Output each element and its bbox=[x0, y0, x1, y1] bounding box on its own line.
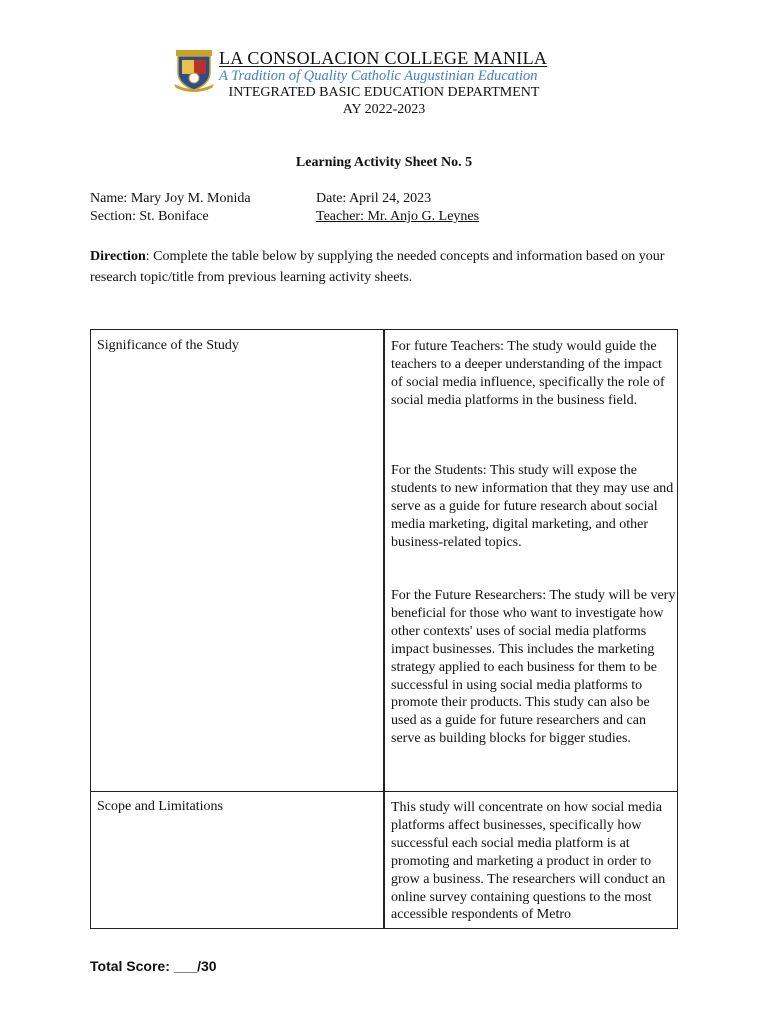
college-tagline: A Tradition of Quality Catholic Augustinian Education bbox=[219, 68, 538, 84]
date-field bbox=[316, 191, 431, 207]
column-divider bbox=[383, 330, 385, 928]
row-label: Scope and Limitations bbox=[97, 799, 223, 814]
department-name: INTEGRATED BASIC EDUCATION DEPARTMENT bbox=[228, 85, 540, 100]
section-label: Section: bbox=[90, 209, 136, 224]
direction-paragraph bbox=[90, 246, 690, 288]
row-paragraph: For the Students: This study will expose the students to new information that they may use and serve as a guide for future research about social media marketing, digital marketing, and other business-related topics. bbox=[391, 463, 674, 550]
concepts-table bbox=[90, 329, 678, 929]
row-paragraph: For future Teachers: The study would guide the teachers to a deeper understanding of the impact of social media influence, specifically the role of social media platforms in the business field. bbox=[391, 339, 665, 408]
academic-year: AY 2022-2023 bbox=[342, 102, 426, 117]
teacher-label: Teacher: bbox=[316, 209, 364, 224]
row-paragraph: For the Future Researchers: The study will be very beneficial for those who want to investigate how other contexts' uses of social media platforms impact businesses. This includes the marketing strategy applied to each business for them to be successful in using social media platforms to promote their products. This study can also be used as a guide for future researchers and can serve as building blocks for bigger studies. bbox=[391, 588, 676, 747]
name-field bbox=[90, 191, 251, 207]
total-score: Total Score: ___/30 bbox=[90, 958, 217, 974]
college-name: LA CONSOLACION COLLEGE MANILA bbox=[219, 48, 548, 68]
section-field bbox=[90, 209, 209, 225]
row-paragraph: This study will concentrate on how social media platforms affect businesses, specifically how successful each social media platform is at promoting and marketing a product in order to grow a business. The researchers will conduct an online survey containing questions to the most accessible respondents of Metro bbox=[391, 800, 666, 923]
document-header bbox=[0, 46, 768, 121]
date-label: Date: bbox=[316, 191, 347, 206]
sheet-title: Learning Activity Sheet No. 5 bbox=[295, 155, 473, 170]
direction-label: Direction bbox=[90, 249, 146, 264]
section-value: St. Boniface bbox=[139, 209, 209, 224]
name-label: Name: bbox=[90, 191, 128, 206]
date-value: April 24, 2023 bbox=[349, 191, 432, 206]
teacher-value: Mr. Anjo G. Leynes bbox=[363, 209, 480, 224]
name-value: Mary Joy M. Monida bbox=[130, 191, 251, 206]
direction-text: : Complete the table below by supplying the needed concepts and information based on your research topic/title from previous learning activity sheets. bbox=[90, 249, 665, 285]
row-label: Significance of the Study bbox=[97, 338, 239, 353]
teacher-field bbox=[316, 209, 479, 225]
